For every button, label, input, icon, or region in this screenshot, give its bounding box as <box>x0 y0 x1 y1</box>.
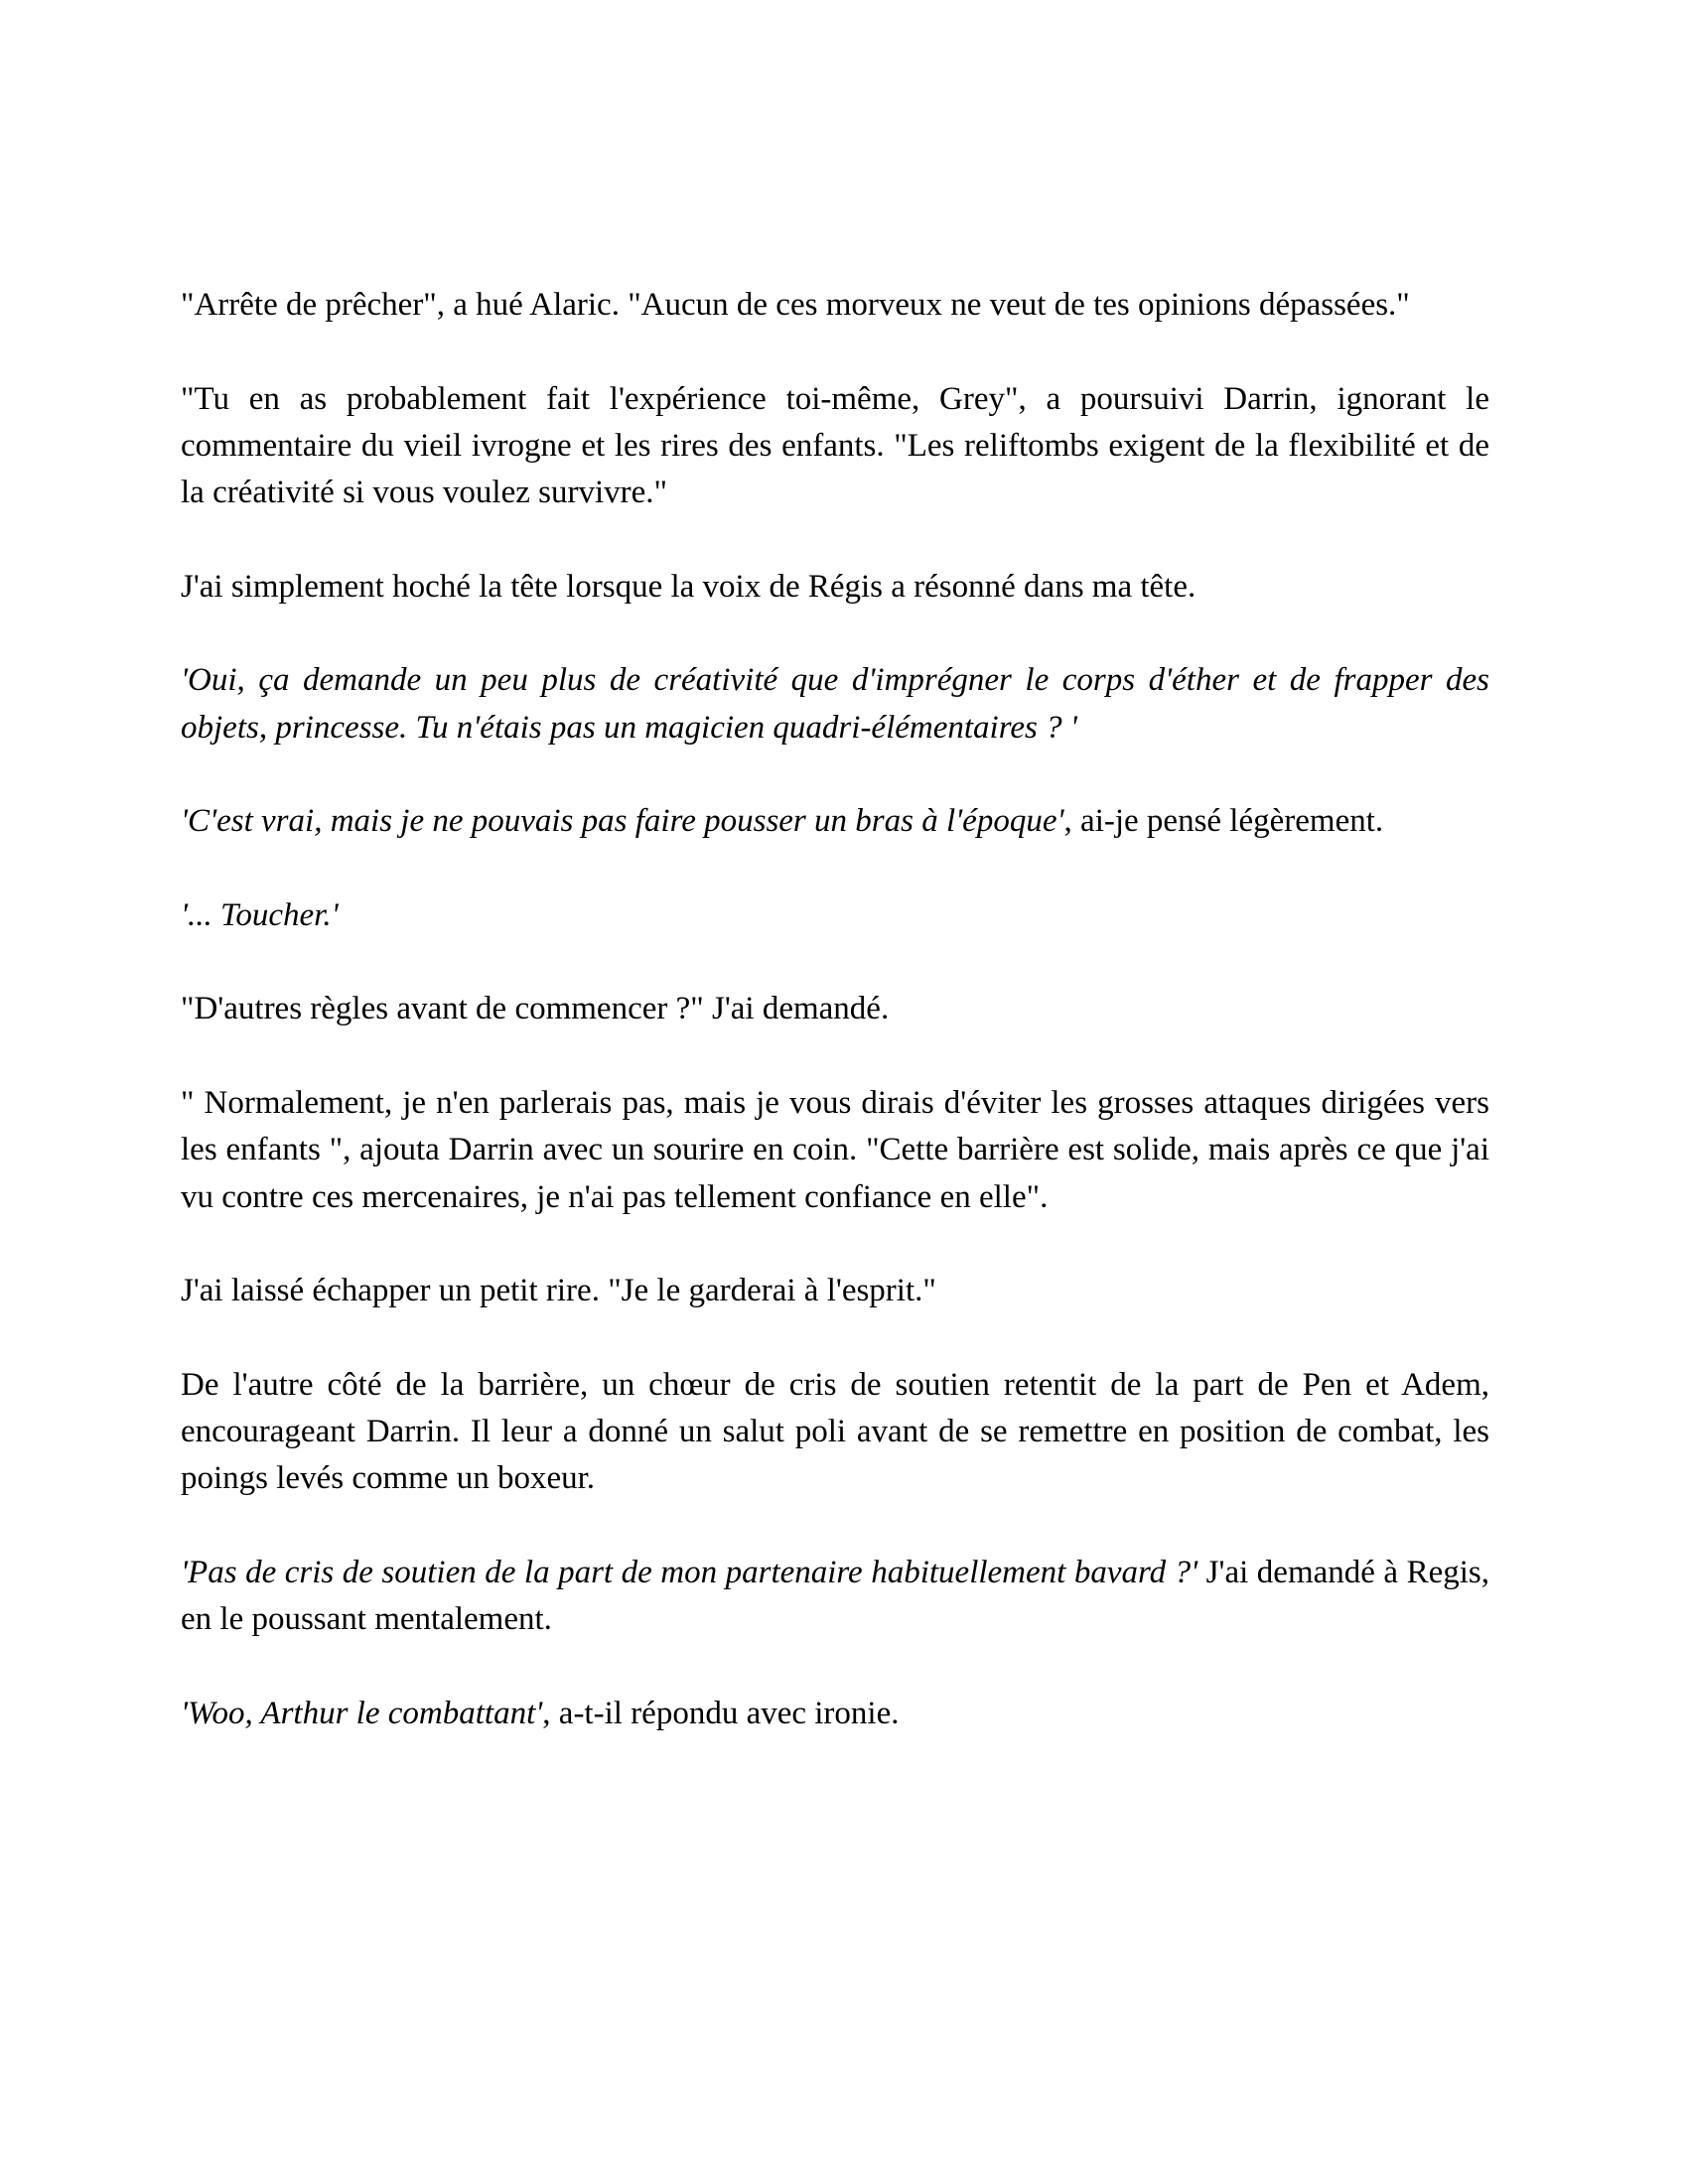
paragraph-thought <box>181 892 1489 939</box>
document-page <box>181 282 1489 1785</box>
thought-text: 'Woo, Arthur le combattant' <box>181 1695 543 1731</box>
paragraph-text: J'ai simplement hoché la tête lorsque la voix de Régis a résonné dans ma tête. <box>181 568 1196 605</box>
paragraph-text: J'ai laissé échapper un petit rire. "Je le garderai à l'esprit." <box>181 1273 936 1309</box>
thought-text: 'Oui, ça demande un peu plus de créativité que d'imprégner le corps d'éther et de frapper des objets, princesse. Tu n'étais pas un magicien quadri-élémentaires ? ' <box>181 662 1489 746</box>
paragraph <box>181 1080 1489 1221</box>
paragraph-thought <box>181 657 1489 751</box>
thought-text: '... Toucher.' <box>181 896 339 933</box>
paragraph-text: , a-t-il répondu avec ironie. <box>542 1695 900 1731</box>
paragraph <box>181 564 1489 611</box>
paragraph <box>181 376 1489 517</box>
paragraph <box>181 1691 1489 1737</box>
paragraph-text: "Arrête de prêcher", a hué Alaric. "Aucun de ces morveux ne veut de tes opinions dépassées." <box>181 287 1410 323</box>
paragraph-text: " Normalement, je n'en parlerais pas, mais je vous dirais d'éviter les grosses attaques dirigées vers les enfants ", ajouta Darrin avec un sourire en coin. "Cette barrière est solide, mais après ce que j'ai vu contre ces mercenaires, je n'ai pas tellement confiance en elle". <box>181 1085 1489 1215</box>
paragraph <box>181 1362 1489 1503</box>
thought-text: 'Pas de cris de soutien de la part de mon partenaire habituellement bavard ?' <box>181 1555 1198 1591</box>
paragraph <box>181 1550 1489 1644</box>
paragraph <box>181 986 1489 1032</box>
thought-text: 'C'est vrai, mais je ne pouvais pas faire pousser un bras à l'époque' <box>181 803 1064 840</box>
paragraph <box>181 282 1489 329</box>
paragraph-text: J'ai demandé à Regis, en le poussant mentalement. <box>181 1555 1489 1638</box>
paragraph <box>181 1268 1489 1314</box>
paragraph-text: "Tu en as probablement fait l'expérience toi-même, Grey", a poursuivi Darrin, ignorant le commentaire du vieil ivrogne et les rires des enfants. "Les reliftombs exigent de la flexibilité et de la créativité si vous voulez survivre." <box>181 380 1489 511</box>
paragraph-text: "D'autres règles avant de commencer ?" J'ai demandé. <box>181 991 890 1027</box>
paragraph-text: , ai-je pensé légèrement. <box>1063 803 1384 840</box>
paragraph <box>181 798 1489 845</box>
paragraph-text: De l'autre côté de la barrière, un chœur de cris de soutien retentit de la part de Pen et Adem, encourageant Darrin. Il leur a donné un salut poli avant de se remettre en position de combat, les poings levés comme un boxeur. <box>181 1366 1489 1497</box>
